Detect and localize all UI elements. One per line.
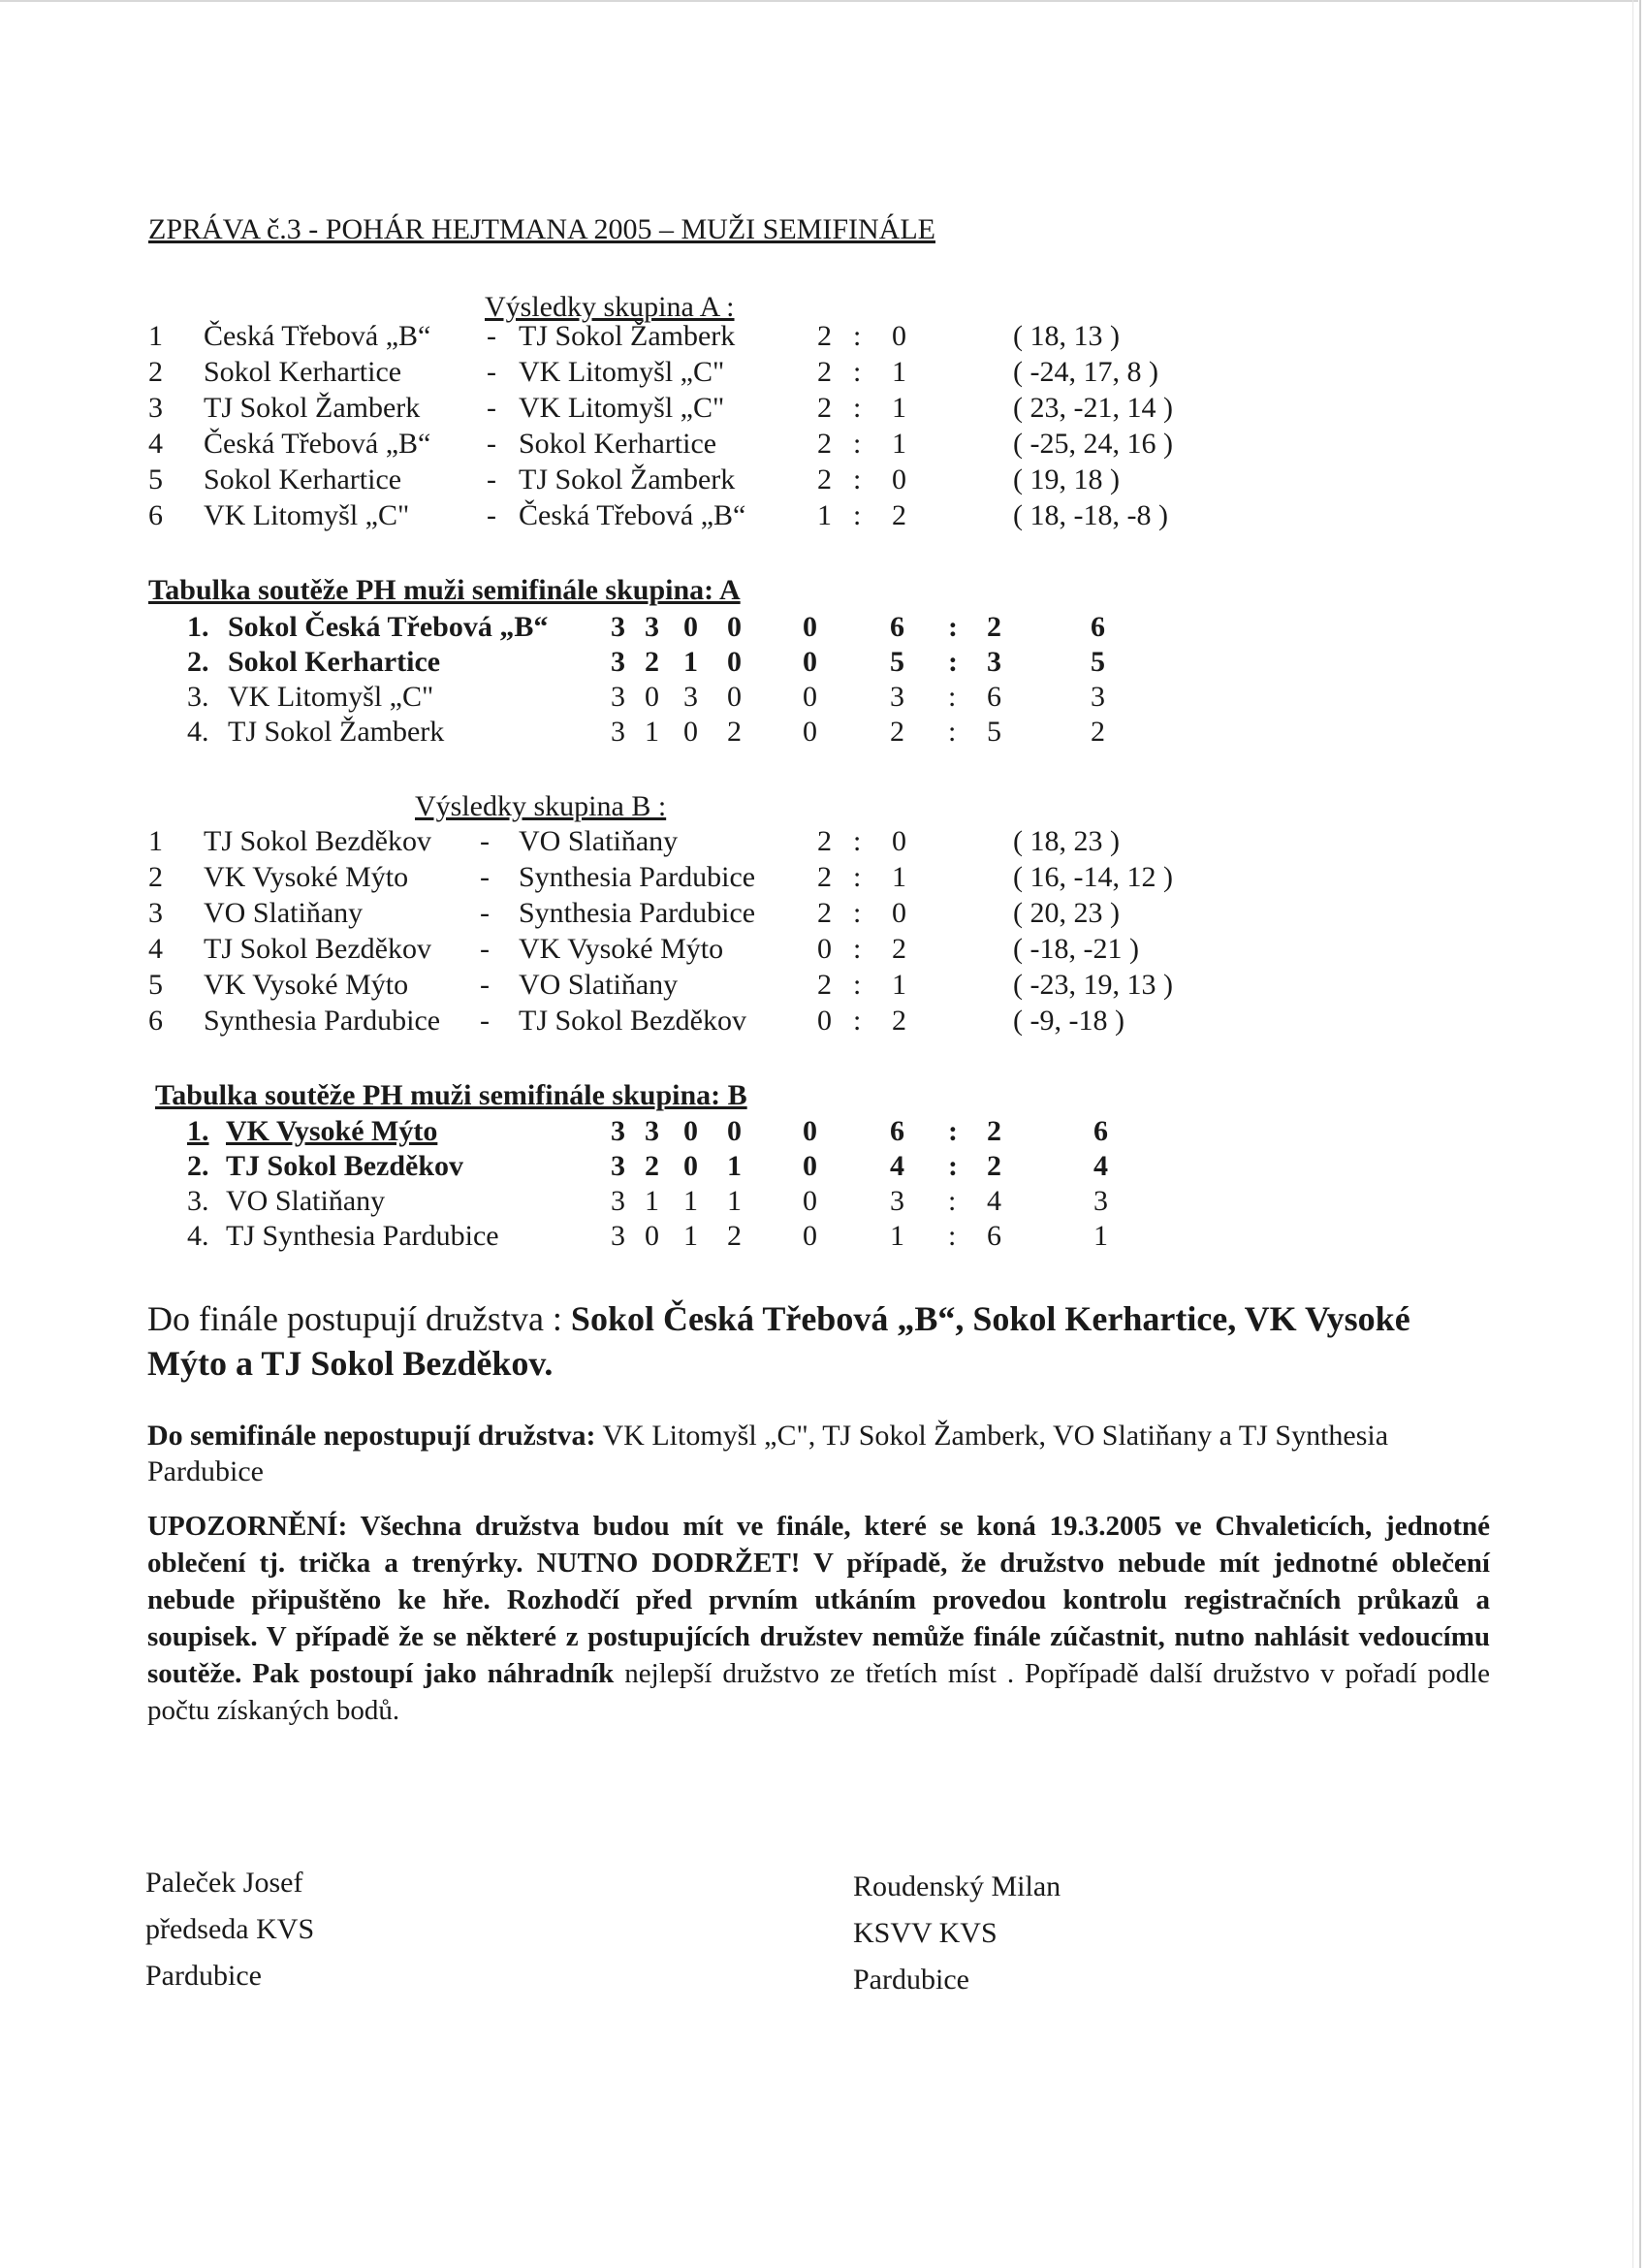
standings-z: 3 (611, 611, 625, 643)
match-sets: ( -9, -18 ) (1013, 1005, 1124, 1037)
match-away: Sokol Kerhartice (519, 428, 717, 460)
signature-left (145, 1860, 314, 1999)
standings-sa: 2 (987, 611, 1001, 643)
finals-paragraph (147, 1296, 1490, 1386)
match-s2: 0 (892, 825, 906, 857)
standings-pts: 5 (1091, 646, 1105, 678)
match-sets: ( -23, 19, 13 ) (1013, 969, 1173, 1001)
match-row (0, 933, 1647, 969)
standings-colon: : (948, 1220, 957, 1252)
match-sep: - (480, 861, 490, 893)
match-away: TJ Sokol Žamberk (519, 320, 736, 352)
match-sep: - (480, 1005, 490, 1037)
match-row (0, 428, 1647, 463)
standings-colon: : (948, 1185, 957, 1217)
standings-sf: 2 (890, 716, 904, 748)
match-s1: 2 (817, 320, 832, 352)
standings-pos: 2. (187, 1150, 209, 1182)
match-colon: : (853, 969, 862, 1001)
match-s2: 2 (892, 499, 906, 531)
standings-w: 1 (645, 1185, 659, 1217)
standings-sf: 1 (890, 1220, 904, 1252)
standings-team: TJ Sokol Bezděkov (226, 1150, 464, 1182)
match-row (0, 320, 1647, 356)
signature-right-role: KSVV KVS (853, 1917, 998, 1949)
standings-pos: 3. (187, 681, 209, 713)
standings-sf: 6 (890, 1115, 904, 1147)
match-no: 3 (148, 897, 163, 929)
match-s1: 2 (817, 825, 832, 857)
standings-l: 0 (683, 1150, 698, 1182)
standings-team: TJ Synthesia Pardubice (226, 1220, 499, 1252)
match-away: VO Slatiňany (519, 969, 679, 1001)
match-home: TJ Sokol Žamberk (204, 392, 421, 424)
match-colon: : (853, 392, 862, 424)
match-home: Česká Třebová „B“ (204, 320, 431, 352)
match-row (0, 356, 1647, 392)
match-row (0, 392, 1647, 428)
standings-team: VO Slatiňany (226, 1185, 386, 1217)
match-away: TJ Sokol Bezděkov (519, 1005, 746, 1037)
standings-x: 1 (727, 1150, 742, 1182)
match-sep: - (487, 499, 496, 531)
standings-x: 0 (727, 611, 742, 643)
standings-sa: 2 (987, 1150, 1001, 1182)
standings-sf: 3 (890, 681, 904, 713)
match-home: VK Litomyšl „C" (204, 499, 410, 531)
match-row (0, 825, 1647, 861)
standings-sf: 3 (890, 1185, 904, 1217)
standings-y: 0 (803, 646, 817, 678)
not-advancing-teams: VK Litomyšl „C", TJ Sokol Žamberk, VO Slatiňany a TJ Synthesia Pardubice (147, 1420, 1389, 1487)
standings-team: VK Litomyšl „C" (228, 681, 434, 713)
match-home: Česká Třebová „B“ (204, 428, 431, 460)
match-no: 6 (148, 1005, 163, 1037)
standings-team: VK Vysoké Mýto (226, 1115, 438, 1147)
standings-team: Sokol Česká Třebová „B“ (228, 611, 549, 643)
match-sets: ( 16, -14, 12 ) (1013, 861, 1173, 893)
standings-x: 0 (727, 681, 742, 713)
standings-w: 0 (645, 1220, 659, 1252)
match-home: VO Slatiňany (204, 897, 364, 929)
match-away: VK Litomyšl „C" (519, 392, 725, 424)
match-s1: 1 (817, 499, 832, 531)
match-s1: 2 (817, 392, 832, 424)
standings-l: 0 (683, 716, 698, 748)
standings-pos: 4. (187, 716, 209, 748)
match-no: 1 (148, 320, 163, 352)
standings-z: 3 (611, 1220, 625, 1252)
signature-right (853, 1864, 1061, 2003)
standings-row (0, 611, 1647, 647)
match-s1: 2 (817, 897, 832, 929)
match-home: Synthesia Pardubice (204, 1005, 441, 1037)
match-sets: ( 18, 23 ) (1013, 825, 1120, 857)
standings-pos: 2. (187, 646, 209, 678)
match-away: Synthesia Pardubice (519, 897, 756, 929)
match-sep: - (487, 356, 496, 388)
match-away: TJ Sokol Žamberk (519, 463, 736, 495)
standings-pos: 4. (187, 1220, 209, 1252)
standings-pts: 3 (1093, 1185, 1108, 1217)
standings-row (0, 646, 1647, 682)
standings-colon: : (948, 1150, 958, 1182)
match-no: 2 (148, 861, 163, 893)
match-sep: - (487, 428, 496, 460)
match-s1: 2 (817, 463, 832, 495)
match-away: Synthesia Pardubice (519, 861, 756, 893)
standings-l: 1 (683, 1185, 698, 1217)
match-home: VK Vysoké Mýto (204, 969, 409, 1001)
not-advancing-lead: Do semifinále nepostupují družstva: (147, 1420, 596, 1452)
standings-w: 3 (645, 1115, 659, 1147)
standings-y: 0 (803, 1115, 817, 1147)
match-colon: : (853, 933, 862, 965)
notice-bold: UPOZORNĚNÍ: Všechna družstva budou mít ve finále, které se koná 19.3.2005 ve Chvaleticích, jednotné oblečení tj. trička a trenýrky. NUTNO DODRŽET! V případě, že družstvo nebude mít jednotné oblečení nebude připuštěno ke hře. Rozhodčí před prvním utkáním provedou kontrolu registračních průkazů a soupisek. V případě že se některé z postupujících družstev nemůže finále zúčastnit, nutno nahlásit vedoucímu soutěže. Pak postoupí jako náhradník (147, 1511, 1490, 1689)
standings-l: 3 (683, 681, 698, 713)
match-s2: 1 (892, 969, 906, 1001)
standings-x: 2 (727, 716, 742, 748)
standings-pts: 6 (1093, 1115, 1108, 1147)
match-sep: - (487, 463, 496, 495)
standings-z: 3 (611, 716, 625, 748)
standings-w: 0 (645, 681, 659, 713)
match-sep: - (487, 392, 496, 424)
signature-left-name: Paleček Josef (145, 1867, 303, 1899)
match-colon: : (853, 861, 862, 893)
standings-y: 0 (803, 1185, 817, 1217)
match-colon: : (853, 825, 862, 857)
match-s2: 0 (892, 320, 906, 352)
match-home: TJ Sokol Bezděkov (204, 825, 431, 857)
standings-pts: 2 (1091, 716, 1105, 748)
match-colon: : (853, 356, 862, 388)
match-colon: : (853, 897, 862, 929)
standings-sf: 6 (890, 611, 904, 643)
match-colon: : (853, 428, 862, 460)
standings-pos: 1. (187, 1115, 209, 1147)
match-colon: : (853, 320, 862, 352)
signature-left-city: Pardubice (145, 1960, 262, 1992)
standings-row (0, 1115, 1647, 1151)
standings-l: 0 (683, 1115, 698, 1147)
notice-paragraph (147, 1508, 1490, 1729)
match-sep: - (480, 933, 490, 965)
standings-pts: 3 (1091, 681, 1105, 713)
match-s1: 0 (817, 1005, 832, 1037)
standings-sf: 4 (890, 1150, 904, 1182)
signature-left-role: předseda KVS (145, 1913, 315, 1945)
match-no: 5 (148, 969, 163, 1001)
group-a-table-title: Tabulka soutěže PH muži semifinále skupina: A (148, 574, 741, 606)
match-no: 4 (148, 933, 163, 965)
standings-pts: 1 (1093, 1220, 1108, 1252)
match-away: Česká Třebová „B“ (519, 499, 746, 531)
standings-w: 1 (645, 716, 659, 748)
match-colon: : (853, 499, 862, 531)
standings-pos: 1. (187, 611, 209, 643)
standings-team: Sokol Kerhartice (228, 646, 441, 678)
match-sets: ( 23, -21, 14 ) (1013, 392, 1173, 424)
match-colon: : (853, 463, 862, 495)
match-s1: 2 (817, 428, 832, 460)
standings-sa: 5 (987, 716, 1001, 748)
match-away: VK Vysoké Mýto (519, 933, 724, 965)
standings-l: 1 (683, 646, 698, 678)
standings-colon: : (948, 1115, 958, 1147)
match-no: 2 (148, 356, 163, 388)
standings-sa: 4 (987, 1185, 1001, 1217)
standings-y: 0 (803, 611, 817, 643)
match-home: Sokol Kerhartice (204, 356, 402, 388)
standings-row (0, 1185, 1647, 1221)
match-s2: 1 (892, 428, 906, 460)
match-away: VK Litomyšl „C" (519, 356, 725, 388)
standings-pts: 4 (1093, 1150, 1108, 1182)
standings-w: 3 (645, 611, 659, 643)
standings-y: 0 (803, 1150, 817, 1182)
match-sep: - (480, 825, 490, 857)
finals-lead: Do finále postupují družstva : (147, 1299, 562, 1338)
standings-y: 0 (803, 716, 817, 748)
standings-x: 2 (727, 1220, 742, 1252)
match-sets: ( -18, -21 ) (1013, 933, 1139, 965)
standings-row (0, 681, 1647, 717)
match-s2: 0 (892, 463, 906, 495)
match-sep: - (487, 320, 496, 352)
match-row (0, 897, 1647, 933)
match-home: Sokol Kerhartice (204, 463, 402, 495)
standings-colon: : (948, 646, 958, 678)
match-sets: ( 18, -18, -8 ) (1013, 499, 1168, 531)
group-a-results-title: Výsledky skupina A : (485, 291, 735, 323)
standings-sf: 5 (890, 646, 904, 678)
standings-row (0, 1220, 1647, 1256)
match-s2: 1 (892, 356, 906, 388)
match-s2: 1 (892, 861, 906, 893)
group-b-table-title: Tabulka soutěže PH muži semifinále skupina: B (155, 1079, 747, 1111)
standings-row (0, 1150, 1647, 1186)
match-no: 4 (148, 428, 163, 460)
match-s2: 2 (892, 1005, 906, 1037)
match-home: TJ Sokol Bezděkov (204, 933, 431, 965)
match-home: VK Vysoké Mýto (204, 861, 409, 893)
page-title: ZPRÁVA č.3 - POHÁR HEJTMANA 2005 – MUŽI SEMIFINÁLE (148, 213, 935, 245)
standings-w: 2 (645, 1150, 659, 1182)
group-b-results-title: Výsledky skupina B : (415, 790, 667, 822)
match-sets: ( 19, 18 ) (1013, 463, 1120, 495)
match-row (0, 861, 1647, 897)
match-row (0, 463, 1647, 499)
match-sep: - (480, 969, 490, 1001)
signature-right-name: Roudenský Milan (853, 1870, 1061, 1902)
standings-x: 0 (727, 646, 742, 678)
standings-l: 0 (683, 611, 698, 643)
match-row (0, 499, 1647, 535)
standings-sa: 6 (987, 1220, 1001, 1252)
standings-sa: 6 (987, 681, 1001, 713)
match-sets: ( -25, 24, 16 ) (1013, 428, 1173, 460)
standings-z: 3 (611, 1185, 625, 1217)
scan-top-edge (0, 0, 1638, 2)
standings-x: 0 (727, 1115, 742, 1147)
standings-y: 0 (803, 1220, 817, 1252)
standings-team: TJ Sokol Žamberk (228, 716, 445, 748)
standings-colon: : (948, 716, 957, 748)
match-s1: 2 (817, 356, 832, 388)
standings-w: 2 (645, 646, 659, 678)
match-s2: 2 (892, 933, 906, 965)
finals-teams: Sokol Česká Třebová „B“, Sokol Kerhartice, VK Vysoké Mýto a TJ Sokol Bezděkov. (147, 1299, 1410, 1383)
match-row (0, 969, 1647, 1005)
standings-pos: 3. (187, 1185, 209, 1217)
standings-colon: : (948, 611, 958, 643)
match-no: 5 (148, 463, 163, 495)
standings-pts: 6 (1091, 611, 1105, 643)
standings-row (0, 716, 1647, 751)
standings-z: 3 (611, 681, 625, 713)
standings-sa: 2 (987, 1115, 1001, 1147)
match-s1: 2 (817, 861, 832, 893)
signature-right-city: Pardubice (853, 1964, 969, 1996)
standings-x: 1 (727, 1185, 742, 1217)
match-sets: ( -24, 17, 8 ) (1013, 356, 1158, 388)
standings-l: 1 (683, 1220, 698, 1252)
match-colon: : (853, 1005, 862, 1037)
match-s1: 0 (817, 933, 832, 965)
standings-z: 3 (611, 646, 625, 678)
match-no: 3 (148, 392, 163, 424)
match-sets: ( 18, 13 ) (1013, 320, 1120, 352)
standings-z: 3 (611, 1150, 625, 1182)
match-sets: ( 20, 23 ) (1013, 897, 1120, 929)
notice-rest: nejlepší družstvo ze třetích míst . Popřípadě další družstvo v pořadí podle počtu získaných bodů. (147, 1658, 1491, 1726)
standings-sa: 3 (987, 646, 1001, 678)
standings-z: 3 (611, 1115, 625, 1147)
match-away: VO Slatiňany (519, 825, 679, 857)
standings-y: 0 (803, 681, 817, 713)
match-s1: 2 (817, 969, 832, 1001)
match-row (0, 1005, 1647, 1040)
match-no: 1 (148, 825, 163, 857)
match-no: 6 (148, 499, 163, 531)
match-sep: - (480, 897, 490, 929)
not-advancing-paragraph (147, 1418, 1490, 1489)
match-s2: 1 (892, 392, 906, 424)
standings-colon: : (948, 681, 957, 713)
match-s2: 0 (892, 897, 906, 929)
